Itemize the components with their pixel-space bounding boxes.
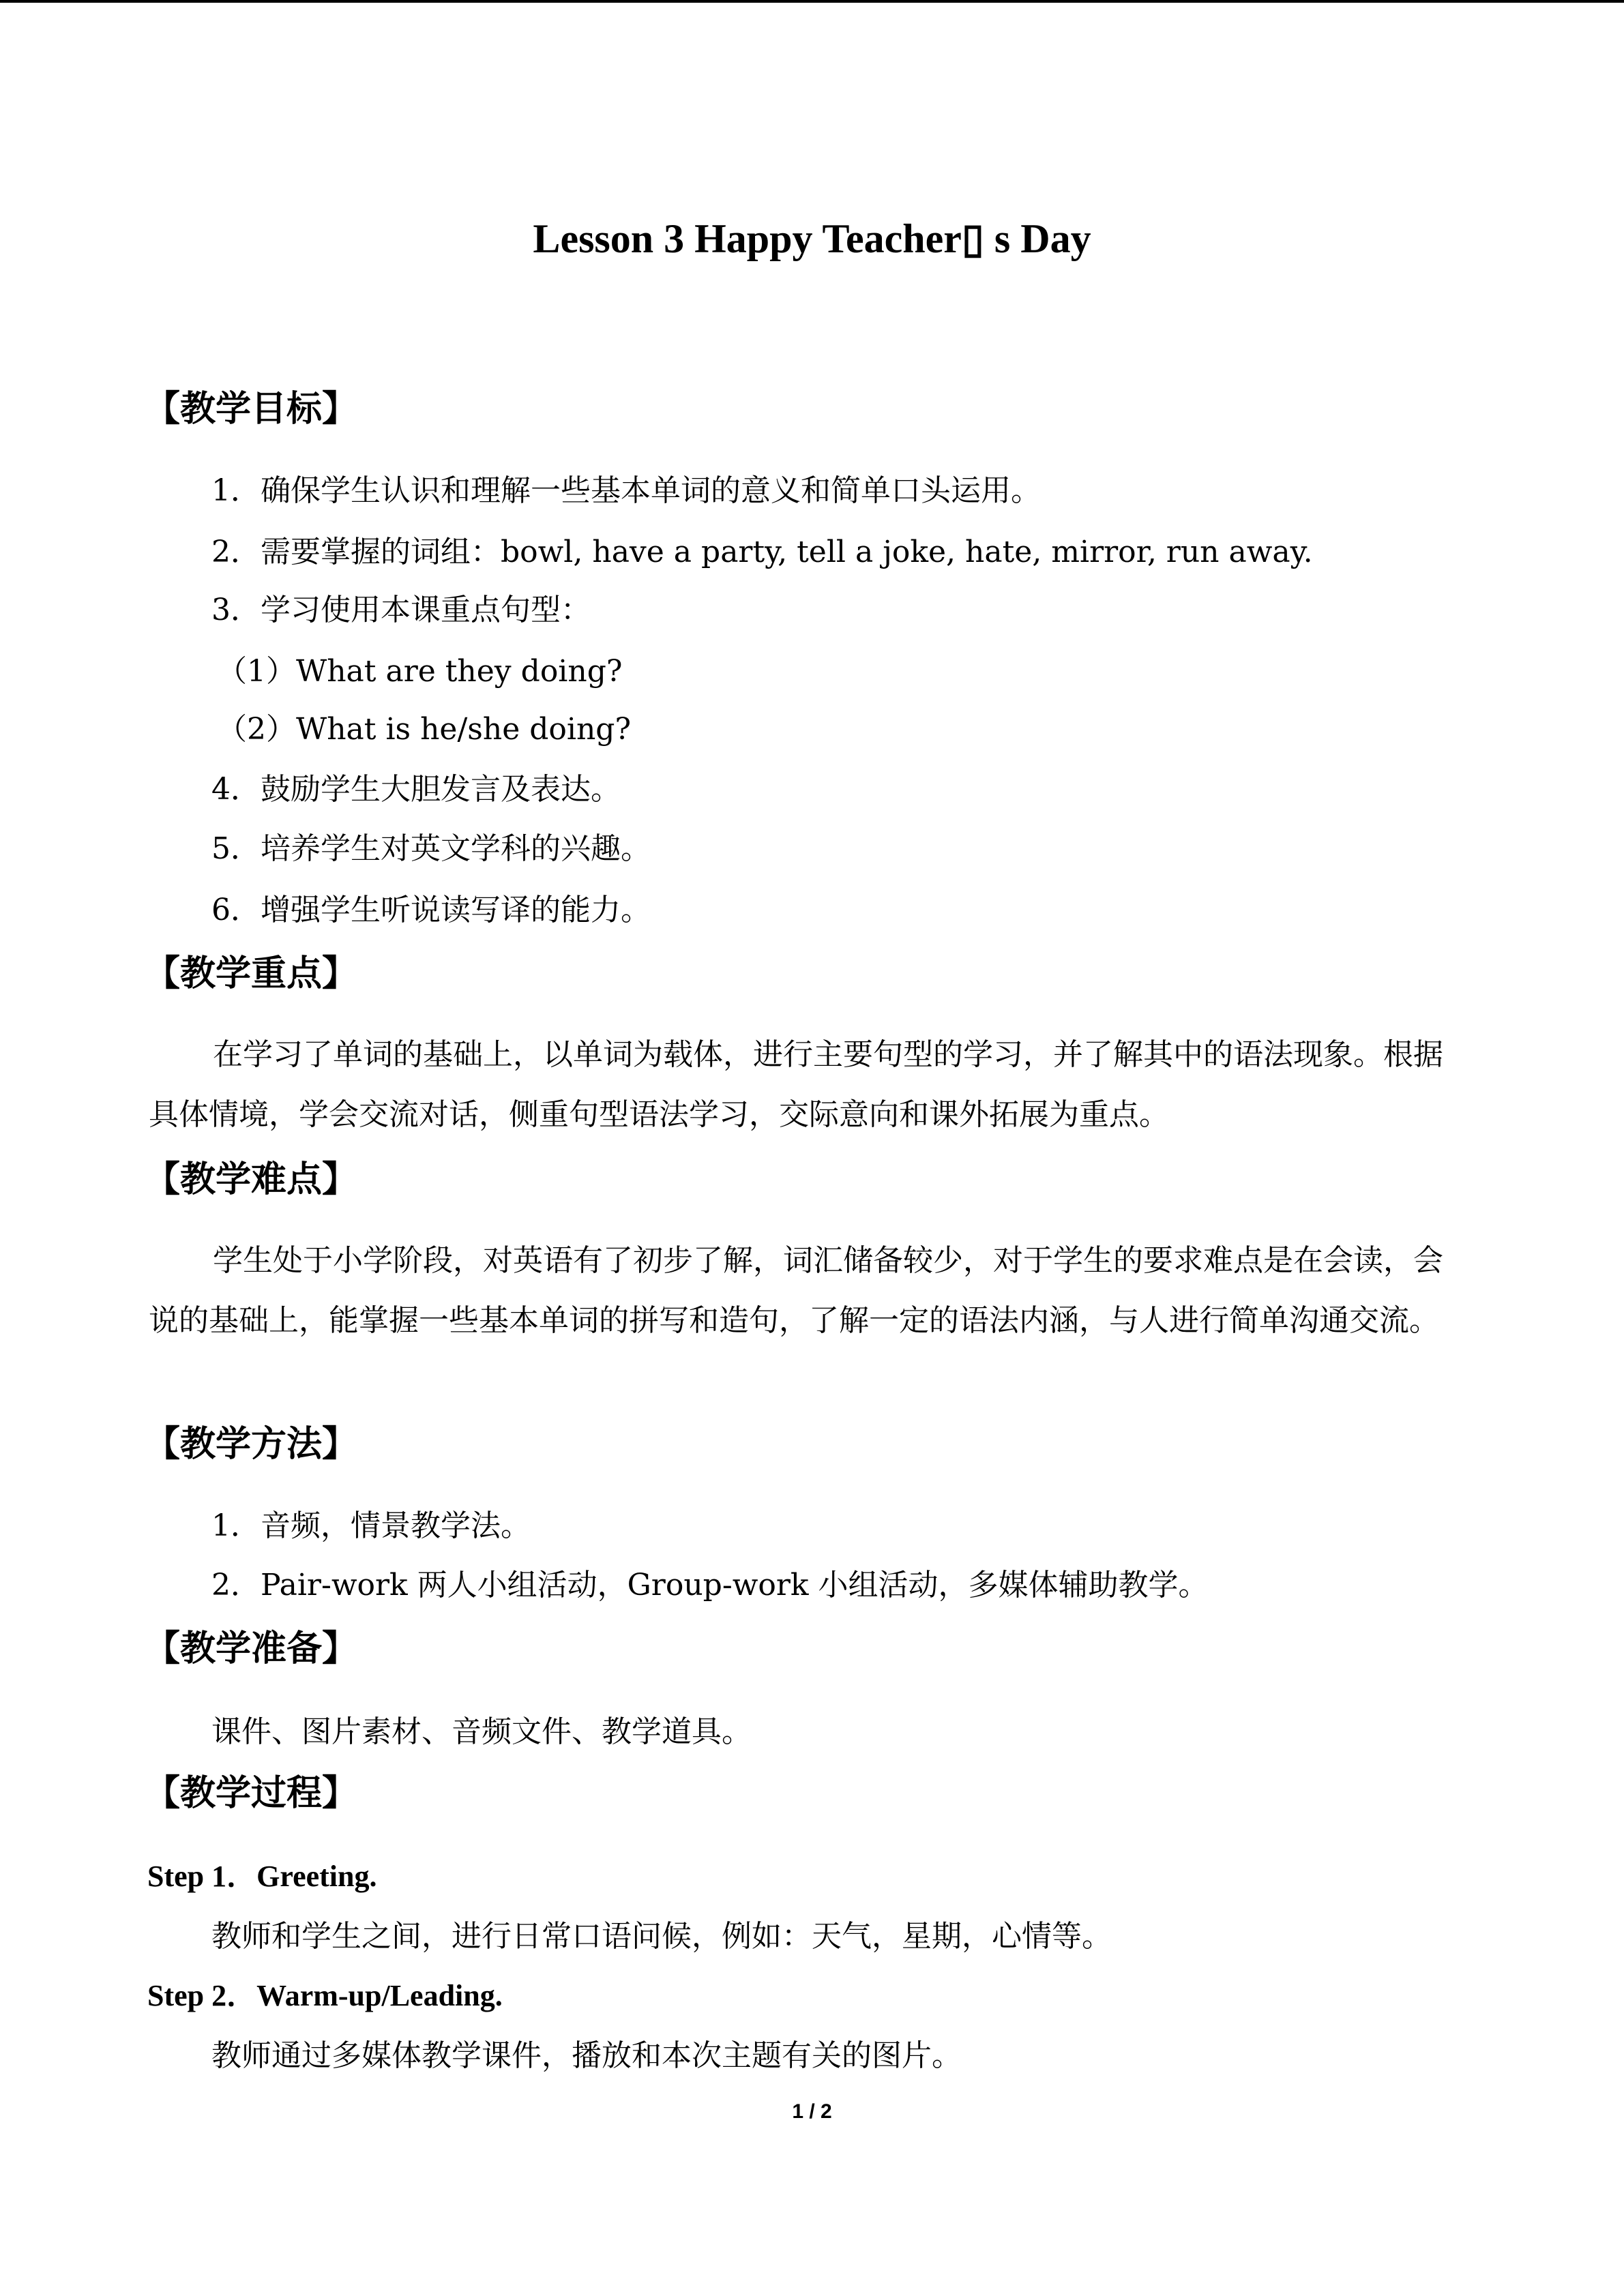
objective-item-3: 3．学习使用本课重点句型： [211, 593, 591, 627]
lesson-title: Lesson 3 Happy Teacher▯ s Day [533, 216, 1091, 261]
page-number: 1 / 2 [792, 2100, 832, 2123]
heading-objectives: 【教学目标】 [145, 389, 358, 430]
method-item-1: 1．音频，情景教学法。 [211, 1508, 531, 1543]
objective-item-5: 5．培养学生对英文学科的兴趣。 [211, 831, 651, 866]
objective-item-4: 4．鼓励学生大胆发言及表达。 [211, 772, 621, 807]
step-1-text: 教师和学生之间，进行日常口语问候，例如：天气，星期，心情等。 [211, 1919, 1112, 1954]
difficulties-text: 学生处于小学阶段，对英语有了初步了解，词汇储备较少，对于学生的要求难点是在会读，会说的基础上，能掌握一些基本单词的拼写和造句，了解一定的语法内涵，与人进行简单沟通交流。 [149, 1243, 1443, 1338]
key-points-text: 在学习了单词的基础上，以单词为载体，进行主要句型的学习，并了解其中的语法现象。根据具体情境，学会交流对话，侧重句型语法学习，交际意向和课外拓展为重点。 [149, 1037, 1443, 1132]
heading-preparation: 【教学准备】 [145, 1628, 358, 1669]
objective-item-1: 1．确保学生认识和理解一些基本单词的意义和简单口头运用。 [211, 473, 1041, 508]
heading-difficulties: 【教学难点】 [145, 1159, 358, 1200]
step-1-label: Step 1．Greeting. [147, 1860, 377, 1893]
preparation-text: 课件、图片素材、音频文件、教学道具。 [211, 1714, 752, 1749]
heading-process: 【教学过程】 [145, 1773, 358, 1814]
heading-key-points: 【教学重点】 [145, 953, 358, 994]
objective-item-3-1: （1）What are they doing? [217, 654, 623, 689]
objective-item-3-2: （2）What is he/she doing? [217, 712, 632, 747]
step-2-label: Step 2．Warm-up/Leading. [147, 1979, 503, 2012]
method-item-2: 2．Pair-work 两人小组活动，Group-work 小组活动，多媒体辅助教学。 [211, 1568, 1209, 1602]
step-2-text: 教师通过多媒体教学课件，播放和本次主题有关的图片。 [211, 2038, 962, 2073]
objective-item-2: 2．需要掌握的词组：bowl, have a party, tell a joke, hate, mirror, run away. [211, 535, 1313, 569]
objective-item-6: 6．增强学生听说读写译的能力。 [211, 893, 651, 927]
heading-methods: 【教学方法】 [145, 1424, 358, 1465]
